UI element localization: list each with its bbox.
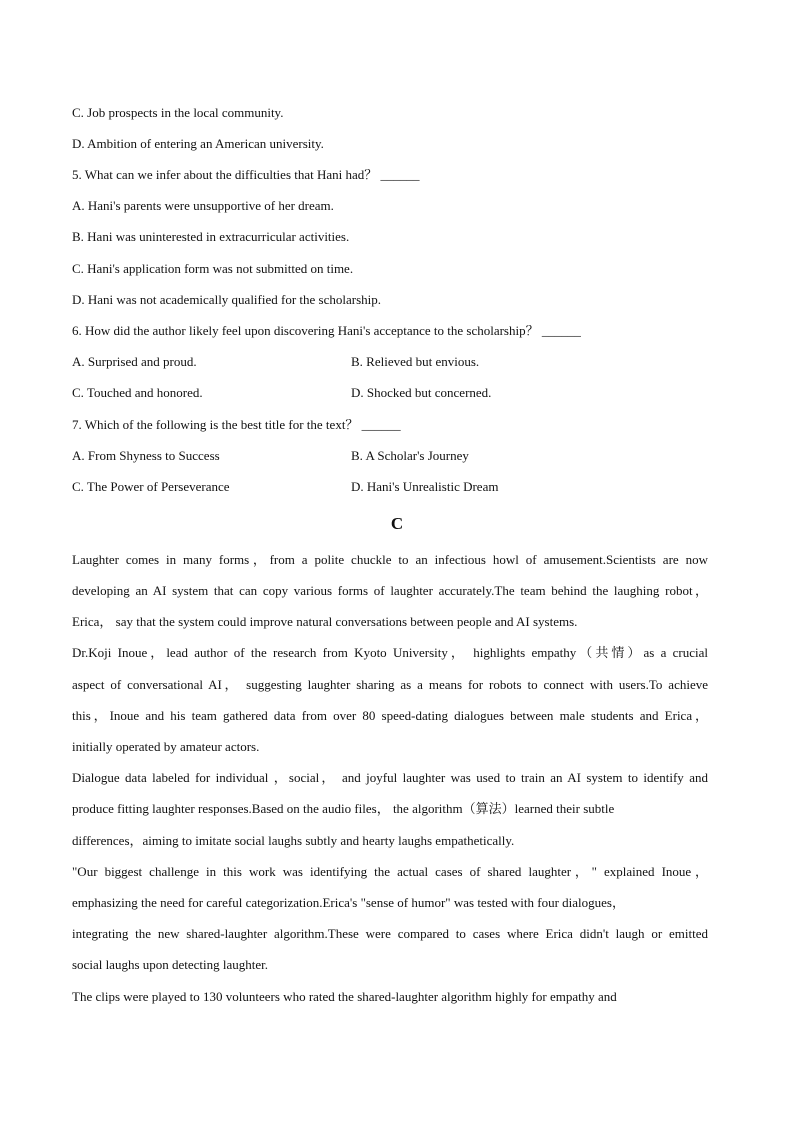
q6-option-b: B. Relieved but envious. [351, 354, 480, 369]
q7-question: 7. Which of the following is the best title for the text？ ______ [72, 417, 401, 432]
q7-option-d: D. Hani's Unrealistic Dream [351, 479, 499, 494]
passage-line: Dialogue data labeled for individual ，social， and joyful laughter was used to train an AI system to identify and [72, 770, 708, 785]
passage-line: Laughter comes in many forms，from a polite chuckle to an infectious howl of amusement.Scientists are now [72, 552, 708, 567]
q7-option-b: B. A Scholar's Journey [351, 448, 469, 463]
passage-line: initially operated by amateur actors. [72, 739, 260, 754]
q4-option-d: D. Ambition of entering an American university. [72, 136, 324, 151]
passage-line: Dr.Koji Inoue，lead author of the research from Kyoto University， highlights empathy（共情）as a crucial [72, 645, 708, 660]
passage-line: emphasizing the need for careful categorization.Erica's "sense of humor" was tested with four dialogues， [72, 895, 625, 910]
q5-option-a: A. Hani's parents were unsupportive of her dream. [72, 198, 334, 213]
passage-line: aspect of conversational AI， suggesting laughter sharing as a means for robots to connect with users.To achieve [72, 677, 708, 692]
passage-line: differences，aiming to imitate social laughs subtly and hearty laughs empathetically. [72, 833, 515, 848]
q5-question: 5. What can we infer about the difficulties that Hani had？ ______ [72, 167, 420, 182]
passage-line: The clips were played to 130 volunteers who rated the shared-laughter algorithm highly for empathy and [72, 989, 617, 1004]
q7-option-c: C. The Power of Perseverance [72, 479, 230, 494]
q6-option-a: A. Surprised and proud. [72, 354, 197, 369]
passage-line: produce fitting laughter responses.Based on the audio files， the algorithm（算法）learned their subtle [72, 801, 615, 816]
q6-question: 6. How did the author likely feel upon discovering Hani's acceptance to the scholarship？ ______ [72, 323, 581, 338]
passage-line: "Our biggest challenge in this work was identifying the actual cases of shared laughter，" explained Inoue， [72, 864, 708, 879]
q6-option-c: C. Touched and honored. [72, 385, 203, 400]
section-heading: C [390, 514, 404, 533]
q5-option-d: D. Hani was not academically qualified for the scholarship. [72, 292, 382, 307]
q7-option-a: A. From Shyness to Success [72, 448, 220, 463]
q5-option-b: B. Hani was uninterested in extracurricular activities. [72, 229, 350, 244]
passage-line: integrating the new shared-laughter algorithm.These were compared to cases where Erica didn't laugh or emitted [72, 926, 708, 941]
passage-line: social laughs upon detecting laughter. [72, 957, 269, 972]
passage-line: Erica， say that the system could improve natural conversations between people and AI systems. [72, 614, 578, 629]
passage-line: this，Inoue and his team gathered data from over 80 speed-dating dialogues between male students and Erica， [72, 708, 708, 723]
passage-line: developing an AI system that can copy various forms of laughter accurately.The team behind the laughing robot， [72, 583, 708, 598]
q6-option-d: D. Shocked but concerned. [351, 385, 492, 400]
q5-option-c: C. Hani's application form was not submitted on time. [72, 261, 354, 276]
q4-option-c: C. Job prospects in the local community. [72, 105, 284, 120]
